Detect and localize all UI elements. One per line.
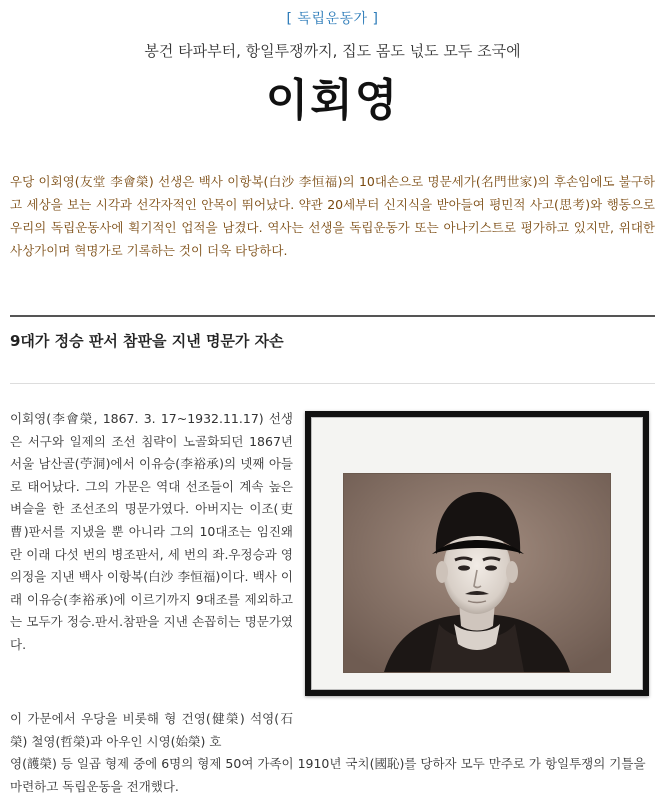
heading-underline <box>10 383 655 384</box>
body-paragraph-2 <box>10 708 655 798</box>
body-paragraph-2-part-1: 이 가문에서 우당을 비롯해 형 건영(健榮) 석영(石榮) 철영(哲榮)과 아우인 시영(始榮) 호 <box>10 711 293 749</box>
section-divider <box>10 315 655 317</box>
portrait-frame <box>305 411 649 696</box>
article-title: 이회영 <box>265 75 400 126</box>
intro-paragraph: 우당 이회영(友堂 李會榮) 선생은 백사 이항복(白沙 李恒福)의 10대손으로 명문세가(名門世家)의 후손임에도 불구하고 세상을 보는 시각과 선각자적인 안목이 뛰어났다. 약관 20세부터 신지식을 받아들여 평민적 사고(思考)와 행동으로 우리의 독립운동사에 획기적인 업적을 남겼다. 역사는 선생을 독립운동가 또는 아나키스트로 평가하고 있지만, 위대한 사상가이며 혁명가로 기록하는 것이 더욱 타당하다. <box>10 174 655 258</box>
section-heading: 9대가 정승 판서 참판을 지낸 명문가 자손 <box>10 332 284 350</box>
article-subtitle: 봉건 타파부터, 항일투쟁까지, 집도 몸도 넋도 모두 조국에 <box>144 42 521 60</box>
body-paragraph-1: 이회영(李會榮, 1867. 3. 17~1932.11.17) 선생은 서구와 일제의 조선 침략이 노골화되던 1867년 서울 남산골(苧洞)에서 이유승(李裕承)의 넷째 아들로 태어났다. 그의 가문은 역대 선조들이 계속 높은 벼슬을 한 조선조의 명문가였다. 아버지는 이조(吏曹)판서를 지냈을 뿐 아니라 그의 10대조는 임진왜란 이래 다섯 번의 병조판서, 세 번의 좌.우정승과 영의정을 지낸 백사 이항복(白沙 李恒福)이다. 백사 이래 이유승(李裕承)에 이르기까지 9대조를 제외하고는 모두가 정승.판서.참판을 지낸 손꼽히는 명문가였다. <box>10 411 293 652</box>
body-paragraph-2-part-2: 영(頀榮) 등 일곱 형제 중에 6명의 형제 50여 가족이 1910년 국치(國恥)를 당하자 모두 만주로 가 항일투쟁의 기틀을 마련하고 독립운동을 전개했다. <box>10 756 646 794</box>
portrait-photo <box>343 473 611 673</box>
category-label: [ 독립운동가 ] <box>286 11 379 27</box>
portrait-illustration <box>344 474 610 672</box>
portrait-mat <box>311 417 643 690</box>
